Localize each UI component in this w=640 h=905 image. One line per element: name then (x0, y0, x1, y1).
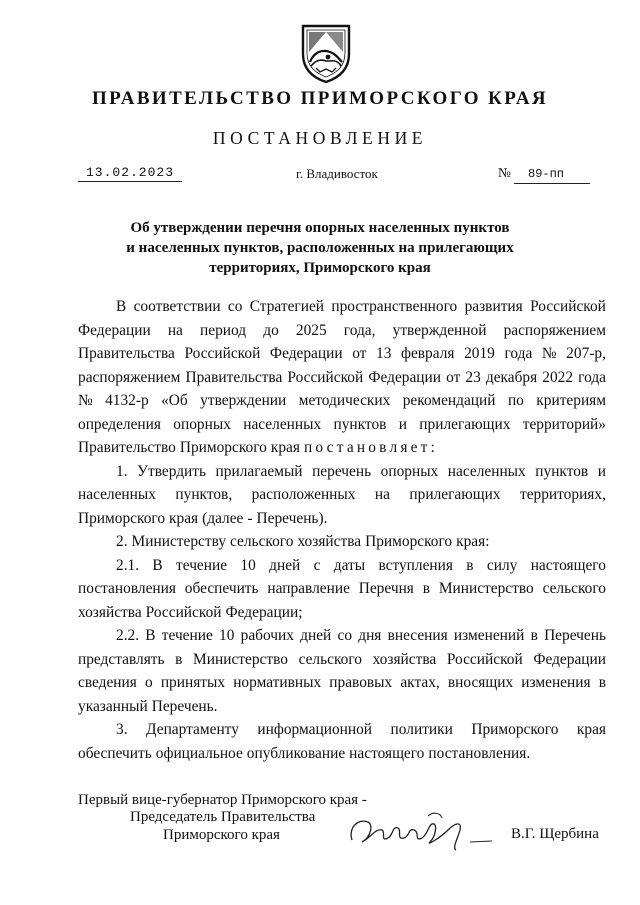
body-word: опорных (380, 462, 439, 480)
body-word: указанный (78, 697, 148, 715)
body-word: Российской (530, 298, 606, 315)
body-word: с (313, 556, 321, 574)
body-line (78, 389, 606, 413)
body-word: нормативных (233, 674, 322, 691)
body-word: политики (390, 721, 453, 738)
body-word: постановления. (428, 744, 531, 762)
body-word: края (169, 509, 199, 527)
body-word: 2022 (542, 368, 574, 386)
body-word: пространственного (331, 298, 458, 315)
body-word: Федерации (78, 321, 151, 339)
body-word: представлять (78, 650, 165, 668)
body-word: внесения (387, 627, 448, 644)
body-word: 2019 (464, 345, 495, 362)
body-word: Перечень). (256, 509, 328, 527)
body-word: расположенных (251, 486, 356, 503)
body-word: 2025 (295, 321, 327, 339)
body-word: о (144, 674, 153, 691)
body-word: на (374, 486, 390, 503)
body-line (78, 319, 606, 343)
body-word: критериям (536, 392, 606, 409)
body-word: года, (343, 321, 376, 339)
body-line (78, 742, 606, 766)
body-word: и (398, 415, 407, 433)
body-word: рабочих (240, 627, 294, 644)
body-word: течение (176, 556, 228, 574)
body-word: сельского (298, 650, 362, 668)
body-word: в (530, 627, 538, 644)
body-word: сельского (230, 533, 294, 550)
body-word: перечень (312, 462, 372, 480)
body-word: 2. (116, 533, 128, 550)
body-line (78, 577, 606, 601)
body-word: № (78, 392, 93, 409)
body-word: хозяйства (372, 650, 437, 668)
body-word: 2.2. (116, 627, 140, 644)
body-word: в (466, 556, 474, 574)
body-word: в (422, 580, 430, 597)
body-word: пунктов (333, 415, 387, 433)
body-word: со (227, 298, 243, 315)
body-word: территориях, (519, 486, 606, 503)
body-word: до (263, 321, 279, 339)
body-word: населенных (243, 415, 322, 433)
signatory-position-line3: Приморского края (163, 827, 280, 843)
body-word: силу (486, 556, 518, 574)
body-word: прилагаемый (215, 462, 303, 480)
body-word: «Об (161, 392, 188, 409)
signatory-name: В.Г. Щербина (511, 826, 599, 842)
document-type: ПОСТАНОВЛЕНИЕ (212, 128, 428, 148)
body-word: настоящего (349, 744, 425, 762)
body-word: года (578, 368, 606, 386)
body-word: населенных (78, 486, 156, 503)
body-word: вступления (378, 556, 453, 574)
body-word: изменений (453, 627, 525, 644)
body-line (78, 483, 606, 507)
body-word: февраля (400, 345, 455, 362)
body-word: информационной (257, 721, 373, 738)
body-word: период (200, 321, 247, 339)
body-word: на (167, 321, 183, 339)
body-word: 10 (240, 556, 256, 574)
body-word: утвержденной (392, 321, 487, 339)
signatory-position-line2: Председатель Правительства (130, 809, 316, 825)
body-word: Федерации (368, 368, 442, 386)
signatory-position-line1: Первый вице-губернатор Приморского края - (78, 792, 367, 808)
title-line: и населенных пунктов, расположенных на прилегающих (126, 240, 514, 256)
body-word: изменения (521, 674, 591, 691)
body-word: территорий» (522, 415, 606, 433)
body-word: от (352, 345, 367, 362)
body-word: вносящих (447, 674, 514, 691)
body-word: хозяйства (297, 533, 362, 550)
body-line (78, 671, 606, 695)
document-body (78, 295, 606, 765)
body-line (78, 695, 606, 719)
body-word: Федерации (269, 345, 343, 362)
body-word: постановления (78, 580, 176, 597)
title-line: Об утверждении перечня опорных населенных пунктов (130, 220, 510, 236)
number-sign: № (498, 165, 511, 180)
body-word: прилегающих (409, 486, 501, 503)
document-number (498, 164, 590, 184)
title-line: территориях, Приморского края (209, 260, 431, 276)
body-word: Федерации (533, 650, 606, 668)
body-word: со (337, 627, 353, 644)
body-word: рекомендаций (402, 392, 496, 409)
body-word: настоящего (530, 556, 606, 574)
body-line (78, 648, 606, 672)
body-word: Министерство (438, 580, 534, 597)
body-word: Российской (145, 603, 222, 621)
body-word: декабря (485, 368, 538, 386)
body-word: пунктов, (175, 486, 233, 503)
body-word: 1. (116, 462, 128, 480)
body-word: Перечень. (151, 697, 218, 715)
body-word: 10 (219, 627, 235, 644)
body-word: Департаменту (146, 721, 239, 738)
body-word: в (598, 674, 606, 691)
body-word: Приморского (179, 439, 267, 456)
body-word: от (446, 368, 461, 386)
body-word: края (576, 721, 606, 738)
body-word: сведения (78, 674, 137, 691)
body-word: № (541, 345, 557, 362)
document-title (100, 218, 540, 278)
body-word: утверждении (200, 392, 287, 409)
decree-word: постановляет: (303, 439, 439, 456)
body-word: В (116, 298, 127, 315)
body-line (78, 554, 606, 578)
body-word: 3. (116, 721, 128, 738)
body-word: опубликование (246, 744, 346, 762)
body-word: методических (298, 392, 391, 409)
body-word: Приморского (78, 509, 166, 527)
body-word: распоряжением (503, 321, 606, 339)
government-name: ПРАВИТЕЛЬСТВО ПРИМОРСКОГО КРАЯ (91, 88, 549, 109)
body-word: Федерации; (225, 603, 303, 621)
body-word: (далее (202, 509, 244, 527)
body-word: В (152, 556, 163, 574)
body-word: обеспечить (78, 744, 152, 762)
body-word: 23 (465, 368, 481, 386)
body-word: В (145, 627, 156, 644)
body-word: края (270, 439, 300, 456)
body-word: определения (78, 415, 161, 433)
body-line (78, 295, 606, 319)
body-line (78, 601, 606, 625)
body-word: дней (300, 627, 332, 644)
body-line (78, 436, 606, 460)
body-word: 2.1. (116, 556, 140, 574)
body-word: года (504, 345, 533, 362)
body-word: хозяйства (78, 603, 142, 621)
body-line (78, 366, 606, 390)
body-word: распоряжением (78, 368, 181, 386)
body-word: опорных (173, 415, 231, 433)
signature-icon (344, 808, 494, 856)
body-word: Перечня (358, 580, 414, 597)
body-word: Министерству (131, 533, 227, 550)
body-word: Правительства (78, 345, 175, 362)
body-word: Приморского (365, 533, 453, 550)
number-value: 89-пп (514, 166, 590, 184)
body-word: населенных (447, 462, 526, 480)
body-word: Перечень (544, 627, 606, 644)
body-word: Российской (184, 345, 261, 362)
body-word: актах, (400, 674, 440, 691)
body-word: принятых (160, 674, 226, 691)
body-word: по (507, 392, 524, 409)
body-word: Российской (287, 368, 364, 386)
body-word: даты (333, 556, 366, 574)
body-line (78, 718, 606, 742)
body-word: правовых (329, 674, 393, 691)
body-word: 13 (376, 345, 392, 362)
body-word: в (175, 650, 183, 668)
body-line (78, 507, 606, 531)
body-word: Правительства (185, 368, 283, 386)
body-word: дней (269, 556, 301, 574)
body-word: Приморского (471, 721, 559, 738)
body-word: Правительство (78, 439, 176, 456)
body-word: края: (456, 533, 490, 550)
body-line (78, 413, 606, 437)
body-word: и (597, 462, 606, 480)
coat-of-arms-icon (298, 22, 354, 84)
body-word: соответствии (133, 298, 221, 315)
body-line (78, 530, 606, 554)
body-word: дня (358, 627, 382, 644)
body-word: Министерство (193, 650, 288, 668)
body-word: официальное (155, 744, 243, 762)
body-word: течение (161, 627, 213, 644)
body-word: пунктов (535, 462, 589, 480)
body-word: 4132-р (105, 392, 149, 409)
body-word: Утвердить (137, 462, 207, 480)
body-word: развития (464, 298, 523, 315)
document-date: 13.02.2023 (78, 164, 182, 182)
body-word: направление (267, 580, 350, 597)
body-line (78, 460, 606, 484)
body-word: сельского (542, 580, 606, 597)
body-line (78, 342, 606, 366)
document-city: г. Владивосток (296, 166, 378, 181)
body-word: Российской (446, 650, 523, 668)
body-word: - (247, 509, 253, 527)
body-word: Стратегией (249, 298, 325, 315)
body-line (78, 624, 606, 648)
body-word: обеспечить (184, 580, 259, 597)
body-word: 207-р, (566, 345, 606, 362)
body-word: прилегающих (419, 415, 511, 433)
